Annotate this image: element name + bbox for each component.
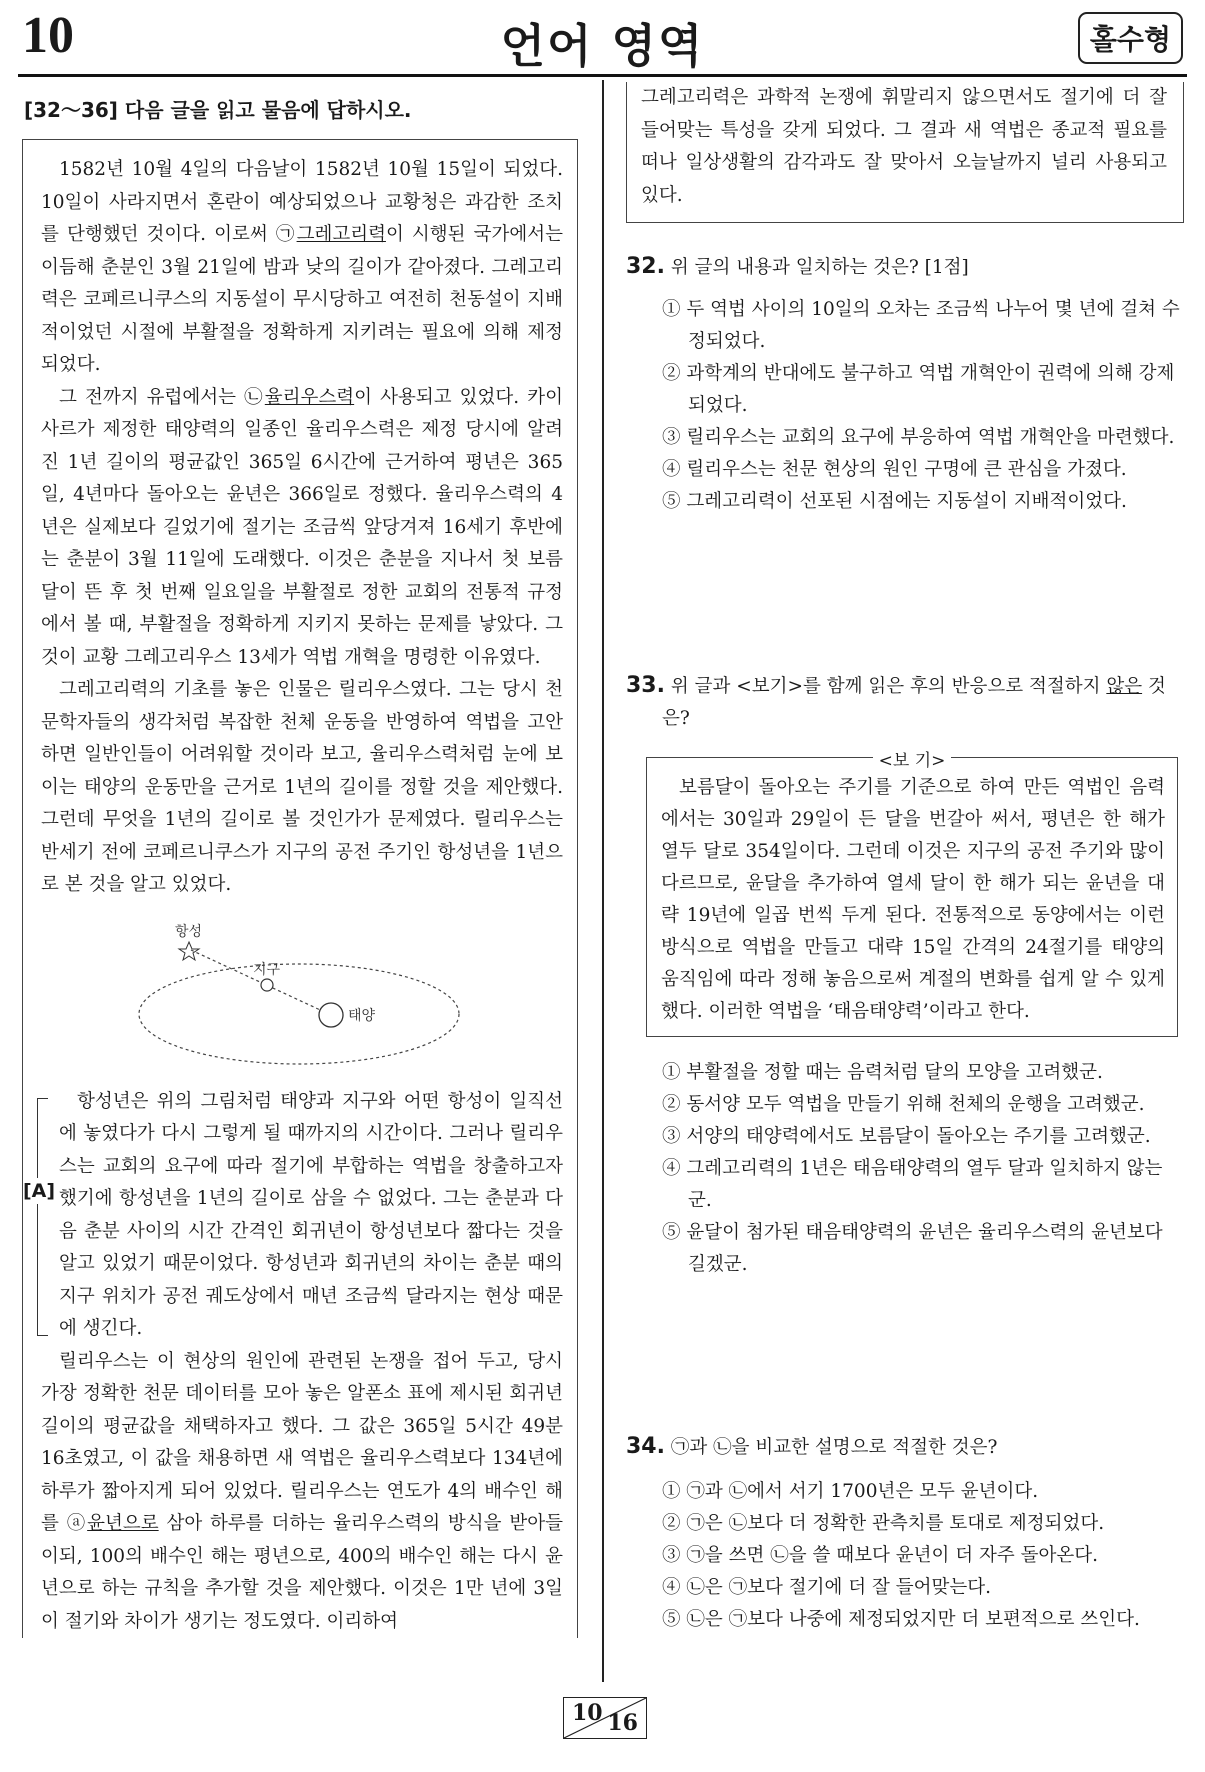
q32-option-1[interactable]: ① 두 역법 사이의 10일의 오차는 조금씩 나누어 몇 년에 걸쳐 수정되었다.: [662, 299, 1180, 352]
question-33-stem: 33. 위 글과 <보기>를 함께 읽은 후의 반응으로 적절하지 않은 것은?: [626, 673, 1166, 729]
paragraph-continuation: 그레고리력은 과학적 논쟁에 휘말리지 않으면서도 절기에 더 잘 들어맞는 특성을 갖게 되었다. 그 결과 새 역법은 종교적 필요를 떠나 일상생활의 감각과도 잘 맞아서 오늘날까지 널리 사용되고 있다.: [641, 87, 1167, 206]
q33-option-4[interactable]: ④ 그레고리력의 1년은 태음태양력의 열두 달과 일치하지 않는군.: [662, 1158, 1163, 1211]
subject-title: 언어 영역: [500, 19, 705, 73]
q34-option-3[interactable]: ③ ㉠을 쓰면 ㉡을 쓸 때보다 윤년이 더 자주 돌아온다.: [662, 1545, 1098, 1566]
q34-option-4[interactable]: ④ ㉡은 ㉠보다 절기에 더 잘 들어맞는다.: [662, 1577, 991, 1598]
column-divider: [602, 80, 604, 1682]
orbit-figure: [41, 922, 563, 1076]
q33-option-2[interactable]: ② 동서양 모두 역법을 만들기 위해 천체의 운행을 고려했군.: [662, 1094, 1145, 1115]
paragraph-4: 릴리우스는 이 현상의 원인에 관련된 논쟁을 접어 두고, 당시 가장 정확한 천문 데이터를 모아 놓은 알폰소 표에 제시된 회귀년 길이의 평균값을 채택하자고 했다. 그 값은 365일 5시간 49분 16초였고, 이 값을 채용하면 새 역법은 율리우스력보다 134년에 하루가 짧아지게 되어 있었다. 릴리우스는 연도가 4의 배수인 해를 ⓐ윤년으로 삼아 하루를 더하는 율리우스력의 방식을 받아들이되, 100의 배수인 해는 평년으로, 400의 배수인 해는 다시 윤년으로 하는 규칙을 추가할 것을 제안했다. 이것은 1만 년에 3일이 절기와 차이가 생기는 정도였다. 이리하여: [41, 1350, 563, 1632]
star-icon: [179, 942, 199, 960]
bogi-box: [646, 751, 1178, 1037]
section-a: [23, 1086, 563, 1346]
question-instruction: [32～36] 다음 글을 읽고 물음에 답하시오.: [24, 98, 412, 122]
label-star: 항성: [175, 923, 203, 940]
q32-option-3[interactable]: ③ 릴리우스는 교회의 요구에 부응하여 역법 개혁안을 마련했다.: [662, 427, 1175, 448]
mark-2: ㉡: [244, 386, 265, 408]
q32-option-2[interactable]: ② 과학계의 반대에도 불구하고 역법 개혁안이 권력에 의해 강제되었다.: [662, 363, 1175, 416]
earth-icon: [261, 979, 273, 991]
mark-1: ㉠: [275, 224, 297, 245]
q32-option-4[interactable]: ④ 릴리우스는 천문 현상의 원인 구명에 큰 관심을 가졌다.: [662, 459, 1127, 480]
paragraph-3: 그레고리력의 기초를 놓은 인물은 릴리우스였다. 그는 당시 천문학자들의 생각처럼 복잡한 천체 운동을 반영하여 역법을 고안하면 일반인들이 어려워할 것이라 보고, 율리우스력처럼 눈에 보이는 태양의 운동만을 근거로 1년의 길이를 정할 것을 제안했다. 그런데 무엇을 1년의 길이로 볼 것인가가 문제였다. 릴리우스는 반세기 전에 코페르니쿠스가 지구의 공전 주기인 항성년을 1년으로 본 것을 알고 있었다.: [41, 679, 563, 895]
bogi-title: <보 기>: [873, 751, 952, 771]
right-column: [626, 84, 1184, 1636]
reading-passage: [22, 139, 578, 1638]
form-type-badge: 홀수형: [1078, 12, 1183, 64]
footer-current-page: 10: [572, 1700, 603, 1726]
q33-option-3[interactable]: ③ 서양의 태양력에서도 보름달이 돌아오는 주기를 고려했군.: [662, 1126, 1151, 1147]
question-34: [626, 1431, 1184, 1636]
paragraph-1: 1582년 10월 4일의 다음날이 1582년 10월 15일이 되었다. 10일이 사라지면서 혼란이 예상되었으나 교황청은 과감한 조치를 단행했던 것이다. 이로써 ㉠그레고리력이 시행된 국가에서는 이듬해 춘분인 3월 21일에 밤과 낮의 길이가 같아졌다. 그레고리력은 코페르니쿠스의 지동설이 무시당하고 여전히 천동설이 지배적이었던 시절에 부활절을 정확하게 지키려는 필요에 의해 제정되었다.: [41, 159, 563, 375]
orbit-ellipse: [139, 964, 459, 1064]
paragraph-2: 그 전까지 유럽에서는 ㉡율리우스력이 사용되고 있었다. 카이사르가 제정한 태양력의 일종인 율리우스력은 제정 당시에 알려진 1년 길이의 평균값인 365일 6시간에 근거하여 평년은 365일, 4년마다 돌아오는 윤년은 366일로 정했다. 율리우스력의 4년은 실제보다 길었기에 절기는 조금씩 앞당겨져 16세기 후반에는 춘분이 3월 11일에 도래했다. 이것은 춘분을 지나서 첫 보름달이 뜬 후 첫 번째 일요일을 부활절로 정한 교회의 전통적 규정에서 볼 때, 부활절을 정확하게 지키지 못하는 문제를 낳았다. 그것이 교황 그레고리우스 13세가 역법 개혁을 명령한 이유였다.: [41, 386, 563, 668]
sun-icon: [319, 1003, 343, 1027]
term-leap-year: 윤년으로: [87, 1513, 159, 1534]
question-34-stem: 34. ㉠과 ㉡을 비교한 설명으로 적절한 것은?: [626, 1434, 998, 1459]
page-footer: [563, 1697, 647, 1739]
q34-option-2[interactable]: ② ㉠은 ㉡보다 더 정확한 관측치를 토대로 제정되었다.: [662, 1513, 1105, 1534]
header-divider: [18, 74, 1187, 77]
q33-option-1[interactable]: ① 부활절을 정할 때는 음력처럼 달의 모양을 고려했군.: [662, 1062, 1103, 1083]
paragraph-a: 항성년은 위의 그림처럼 태양과 지구와 어떤 항성이 일직선에 놓였다가 다시 그렇게 될 때까지의 시간이다. 그러나 릴리우스는 교회의 요구에 따라 절기에 부합하는 역법을 창출하고자 했기에 항성년을 1년의 길이로 삼을 수 없었다. 그는 춘분과 다음 춘분 사이의 시간 간격인 회귀년이 항성년보다 짧다는 것을 알고 있었기 때문이었다. 항성년과 회귀년의 차이는 춘분 때의 지구 위치가 공전 궤도상에서 매년 조금씩 달라지는 현상 때문에 생긴다.: [59, 1090, 563, 1339]
q34-option-1[interactable]: ① ㉠과 ㉡에서 서기 1700년은 모두 윤년이다.: [662, 1481, 1039, 1502]
left-column: [22, 84, 578, 1638]
page-number: 10: [22, 7, 74, 64]
section-a-label: [A]: [23, 1179, 56, 1202]
footer-total-pages: 16: [607, 1710, 638, 1736]
section-a-bracket: [37, 1098, 48, 1336]
bogi-text: 보름달이 돌아오는 주기를 기준으로 하여 만든 역법인 음력에서는 30일과 29일이 든 달을 번갈아 써서, 평년은 한 해가 열두 달로 354일이다. 그런데 이것은 지구의 공전 주기와 많이 다르므로, 윤달을 추가하여 열세 달이 한 해가 되는 윤년을 대략 19년에 일곱 번씩 두게 된다. 전통적으로 동양에서는 이런 방식으로 역법을 만들고 대략 15일 간격의 24절기를 태양의 움직임에 따라 정해 놓음으로써 계절의 변화를 쉽게 알 수 있게 했다. 이러한 역법을 ‘태음태양력’이라고 한다.: [661, 777, 1165, 1022]
question-33: [626, 670, 1184, 1281]
passage-continuation: [626, 82, 1184, 223]
label-sun: 태양: [348, 1007, 376, 1024]
term-gregorian: 그레고리력: [296, 224, 386, 245]
label-earth: 지구: [253, 961, 281, 978]
q34-option-5[interactable]: ⑤ ㉡은 ㉠보다 나중에 제정되었지만 더 보편적으로 쓰인다.: [662, 1609, 1140, 1630]
mark-a: ⓐ: [66, 1513, 88, 1534]
q32-option-5[interactable]: ⑤ 그레고리력이 선포된 시점에는 지동설이 지배적이었다.: [662, 491, 1127, 512]
term-julian: 율리우스력: [264, 386, 355, 408]
question-32: [626, 251, 1184, 518]
orbit-diagram: [41, 922, 561, 1072]
question-32-stem: 32. 위 글의 내용과 일치하는 것은? [1점]: [626, 254, 969, 279]
q33-option-5[interactable]: ⑤ 윤달이 첨가된 태음태양력의 윤년은 율리우스력의 윤년보다 길겠군.: [662, 1222, 1163, 1275]
